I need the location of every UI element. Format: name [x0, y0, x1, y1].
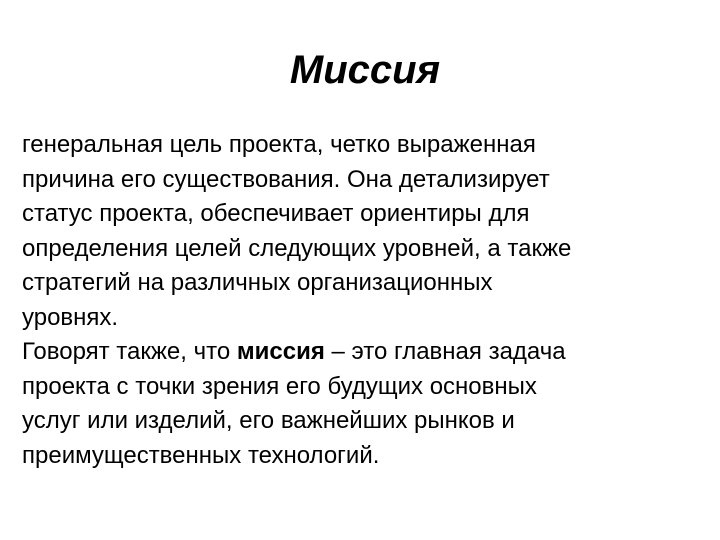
text-line: определения целей следующих уровней, а также	[22, 234, 572, 262]
paragraph-definition	[22, 128, 712, 335]
slide-title: Миссия	[289, 48, 441, 92]
text-line	[22, 335, 712, 370]
text-fragment: – это главная задача	[324, 338, 566, 365]
text-line: проекта с точки зрения его будущих основных	[22, 372, 537, 400]
paragraph-mission-task	[22, 335, 712, 473]
text-line: услуг или изделий, его важнейших рынков и	[22, 407, 515, 434]
emphasis-mission: миссия	[236, 338, 325, 365]
text-line: статус проекта, обеспечивает ориентиры для	[22, 200, 530, 227]
text-line: генеральная цель проекта, четко выраженная	[22, 131, 536, 158]
slide-body	[22, 128, 712, 473]
text-line: причина его существования. Она детализирует	[22, 165, 550, 193]
text-fragment: Говорят также, что	[22, 338, 237, 365]
text-line: уровнях.	[22, 303, 119, 331]
text-line: стратегий на различных организационных	[22, 269, 493, 296]
text-line: преимущественных технологий.	[22, 441, 380, 469]
